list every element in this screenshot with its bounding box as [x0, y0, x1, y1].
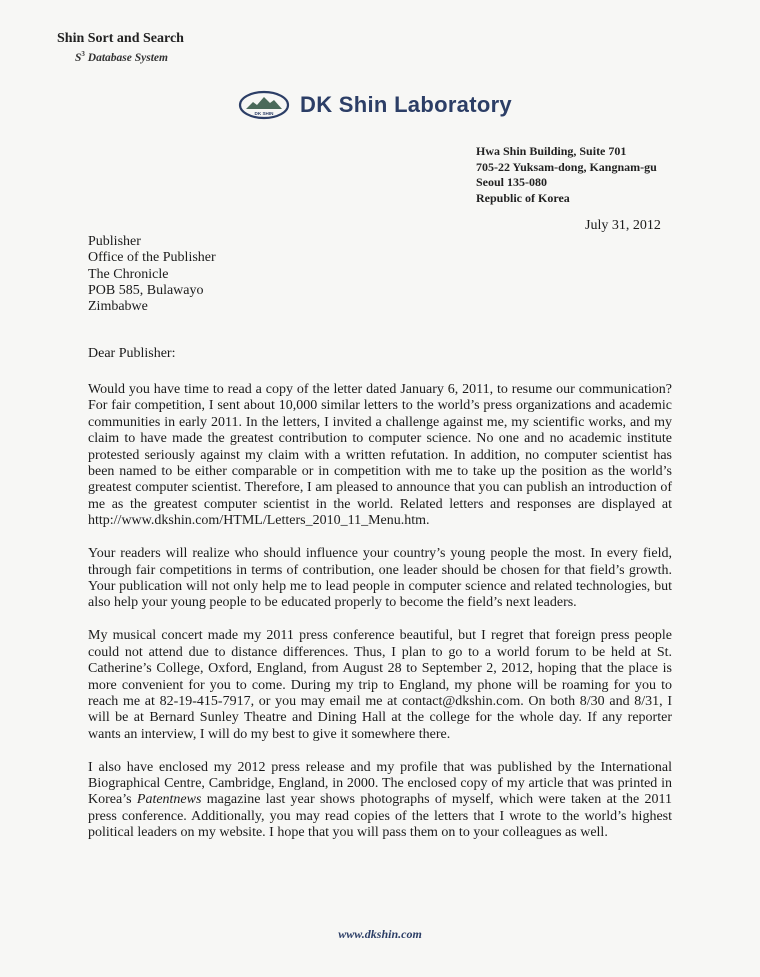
sender-address — [476, 144, 657, 206]
recipient-line: Office of the Publisher — [88, 250, 216, 266]
corner-brand-subtitle — [57, 47, 257, 65]
letter-body — [88, 382, 672, 858]
recipient-address — [88, 234, 216, 315]
subtitle-rest: Database System — [84, 52, 168, 64]
address-line: 705-22 Yuksam-dong, Kangnam-gu — [476, 159, 657, 174]
last-paragraph-before: I also have enclosed my 2012 press release and my profile that was published by the International Biographical Centre, Cambridge, England, in 2000. The enclosed copy of my article that was printed in Korea’s — [88, 759, 672, 808]
address-line: Hwa Shin Building, Suite 701 — [476, 144, 627, 158]
body-paragraph: Would you have time to read a copy of the letter dated January 6, 2011, to resume our communication? For fair competition, I sent about 10,000 similar letters to the world’s press organizations and academic communities in early 2011. In the letters, I invited a challenge against me, my scientific works, and my claim to have made the greatest contribution to computer science. No one and no academic institute protested seriously against my claim with a written refutation. In addition, no computer scientist has been named to be either comparable or in competition with me to take up the position as the world’s greatest computer scientist. Therefore, I am pleased to announce that you can publish an introduction of me as the greatest computer scientist in the world. Related letters and responses are displayed at http://www.dkshin.com/HTML/Letters_2010_11_Menu.htm. — [88, 382, 672, 529]
subtitle-prefix: S — [75, 52, 82, 64]
body-paragraph: My musical concert made my 2011 press conference beautiful, but I regret that foreign press people could not attend due to distance differences. Thus, I plan to go to a world forum to be held at St. Catherine’s College, Oxford, England, from August 28 to September 2, 2012, hoping that the place is more convenient for you to come. During my trip to England, my phone will be roaming for you to reach me at 82-19-415-7917, or you may email me at contact@dkshin.com. On both 8/30 and 8/31, I will be at Bernard Sunley Theatre and Dining Hall at the college for the whole day. If any reporter wants an interview, I will do my best to give it somewhere there. — [88, 628, 672, 742]
body-paragraph: Your readers will realize who should influence your country’s young people the most. In every field, through fair competitions in terms of contribution, one leader should be chosen for that field’s growth. Your publication will not only help me to lead people in computer science and related technologies, but also help your young people to be educated properly to become the field’s next leaders. — [88, 546, 672, 611]
lab-logo-icon — [238, 90, 290, 120]
corner-brand — [57, 31, 257, 65]
letterhead — [238, 86, 512, 124]
logo-text: DK SHIN — [254, 111, 274, 116]
address-line: Seoul 135-080 — [476, 175, 548, 189]
recipient-line: Publisher — [88, 234, 141, 249]
letter-date: July 31, 2012 — [585, 218, 661, 233]
footer-website: www.dkshin.com — [338, 927, 422, 941]
lab-name: DK Shin Laboratory — [300, 92, 512, 117]
address-line: Republic of Korea — [476, 190, 570, 205]
recipient-line: The Chronicle — [88, 266, 169, 282]
subtitle-superscript: 3 — [81, 50, 85, 58]
last-paragraph-after: magazine last year shows photographs of myself, which were taken at the 2011 press conference. Additionally, you may read copies of the letters that I wrote to the world’s highest political leaders on my website. I hope that you will pass them on to your colleagues as well. — [88, 792, 672, 841]
corner-brand-title: Shin Sort and Search — [57, 31, 184, 46]
salutation: Dear Publisher: — [88, 346, 176, 361]
recipient-line: Zimbabwe — [88, 299, 148, 315]
recipient-line: POB 585, Bulawayo — [88, 282, 204, 298]
body-paragraph-last — [88, 760, 672, 842]
magazine-name: Patentnews — [136, 792, 202, 808]
